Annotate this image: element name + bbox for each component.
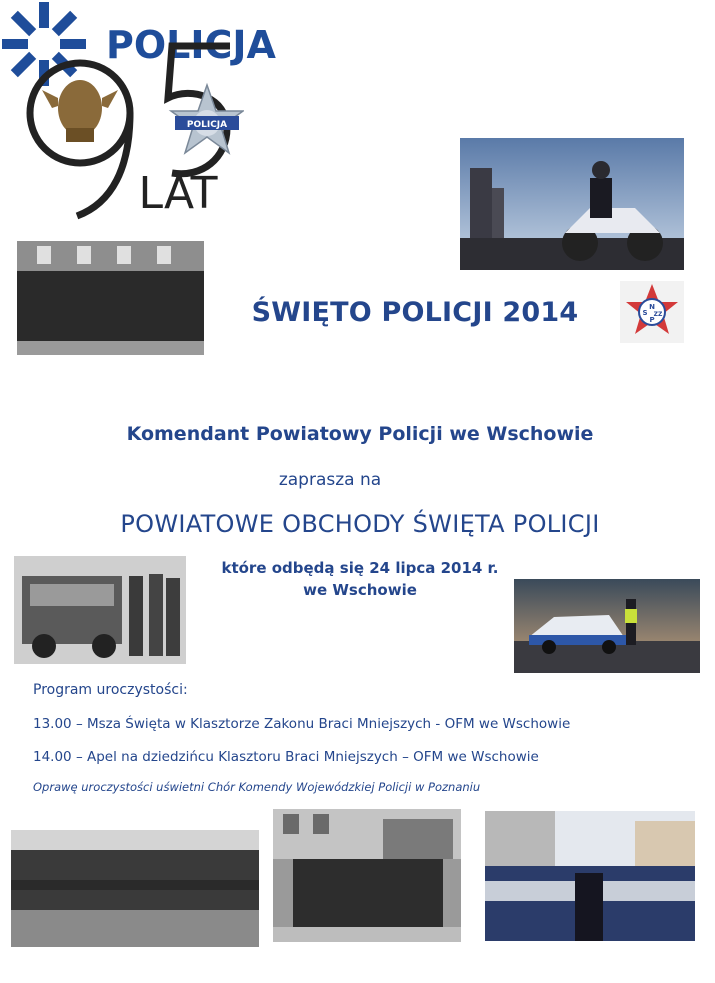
date-line-2: we Wschowie: [303, 581, 417, 599]
page-title: ŚWIĘTO POLICJI 2014: [251, 297, 579, 328]
anniversary-logo: [22, 28, 244, 223]
commander-line: Komendant Powiatowy Policji we Wschowie: [126, 423, 594, 445]
badge-letter-zz: ZZ: [653, 311, 663, 318]
badge-letter-n: N: [649, 303, 655, 311]
date-line-1: które odbędą się 24 lipca 2014 r.: [221, 559, 499, 577]
choir-note: Oprawę uroczystości uświetni Chór Komendy Wojewódzkiej Policji w Poznaniu: [33, 780, 481, 794]
date-location: [190, 557, 530, 601]
photo-historic-street: [273, 809, 461, 942]
nszzp-badge: [620, 281, 684, 343]
badge-letter-p: P: [649, 316, 655, 324]
badge-letter-s: S: [642, 309, 648, 317]
photo-historic-vehicle: [14, 556, 186, 664]
photo-historical-parade: [17, 241, 204, 355]
eagle-icon: [42, 80, 118, 142]
lat-text: LAT: [138, 168, 218, 219]
photo-motorcycle-officer: [460, 138, 684, 270]
program-item: 14.00 – Apel na dziedzińcu Klasztoru Braci Mniejszych – OFM we Wschowie: [33, 749, 539, 765]
photo-police-car: [514, 579, 700, 673]
celebration-heading: POWIATOWE OBCHODY ŚWIĘTA POLICJI: [120, 510, 600, 538]
policja-wordmark: POLICJA: [106, 23, 276, 67]
invites-line: zaprasza na: [278, 470, 382, 490]
badge-text: POLICJA: [186, 120, 228, 130]
photo-historic-unit: [11, 830, 259, 947]
program-item: 13.00 – Msza Święta w Klasztorze Zakonu Braci Mniejszych - OFM we Wschowie: [33, 716, 571, 732]
program-title: Program uroczystości:: [33, 682, 188, 698]
photo-choir: [485, 811, 695, 941]
